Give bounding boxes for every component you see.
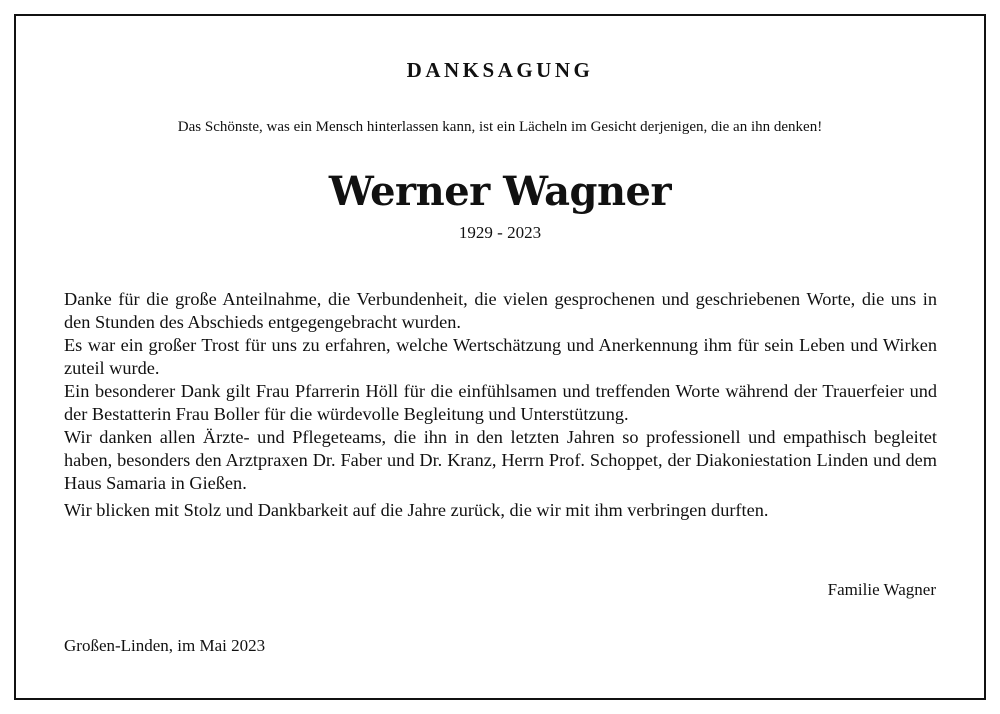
family-signature: Familie Wagner <box>827 580 936 599</box>
thanks-paragraph: Wir danken allen Ärzte- und Pflegeteams, die ihn in den letzten Jahren so professionell und empathisch begleitet haben, besonders den Arztpraxen Dr. Faber und Dr. Kranz, Herrn Prof. Schoppet, der Diakoniestation Linden und dem Haus Samaria in Gießen. <box>64 427 937 493</box>
place-date: Großen-Linden, im Mai 2023 <box>64 636 266 655</box>
thanks-paragraph: Danke für die große Anteilnahme, die Verbundenheit, die vielen gesprochenen und geschriebenen Worte, die uns in den Stunden des Abschieds entgegengebracht wurden. <box>64 289 937 332</box>
thanks-paragraph: Es war ein großer Trost für uns zu erfahren, welche Wertschätzung und Anerkennung ihm für sein Leben und Wirken zuteil wurde. <box>64 335 937 378</box>
notice-heading: DANKSAGUNG <box>406 58 594 82</box>
deceased-name: Werner Wagner <box>328 168 672 215</box>
thanks-paragraph: Ein besonderer Dank gilt Frau Pfarrerin Höll für die einfühlsamen und treffenden Worte während der Trauerfeier und der Bestatterin Frau Boller für die würdevolle Begleitung und Unterstützung. <box>64 381 937 424</box>
memorial-quote: Das Schönste, was ein Mensch hinterlassen kann, ist ein Lächeln im Gesicht derjenigen, die an ihn denken! <box>177 119 823 135</box>
life-years: 1929 - 2023 <box>458 223 542 242</box>
thanks-text <box>64 288 937 522</box>
thanks-paragraph: Wir blicken mit Stolz und Dankbarkeit auf die Jahre zurück, die wir mit ihm verbringen durften. <box>64 500 769 520</box>
